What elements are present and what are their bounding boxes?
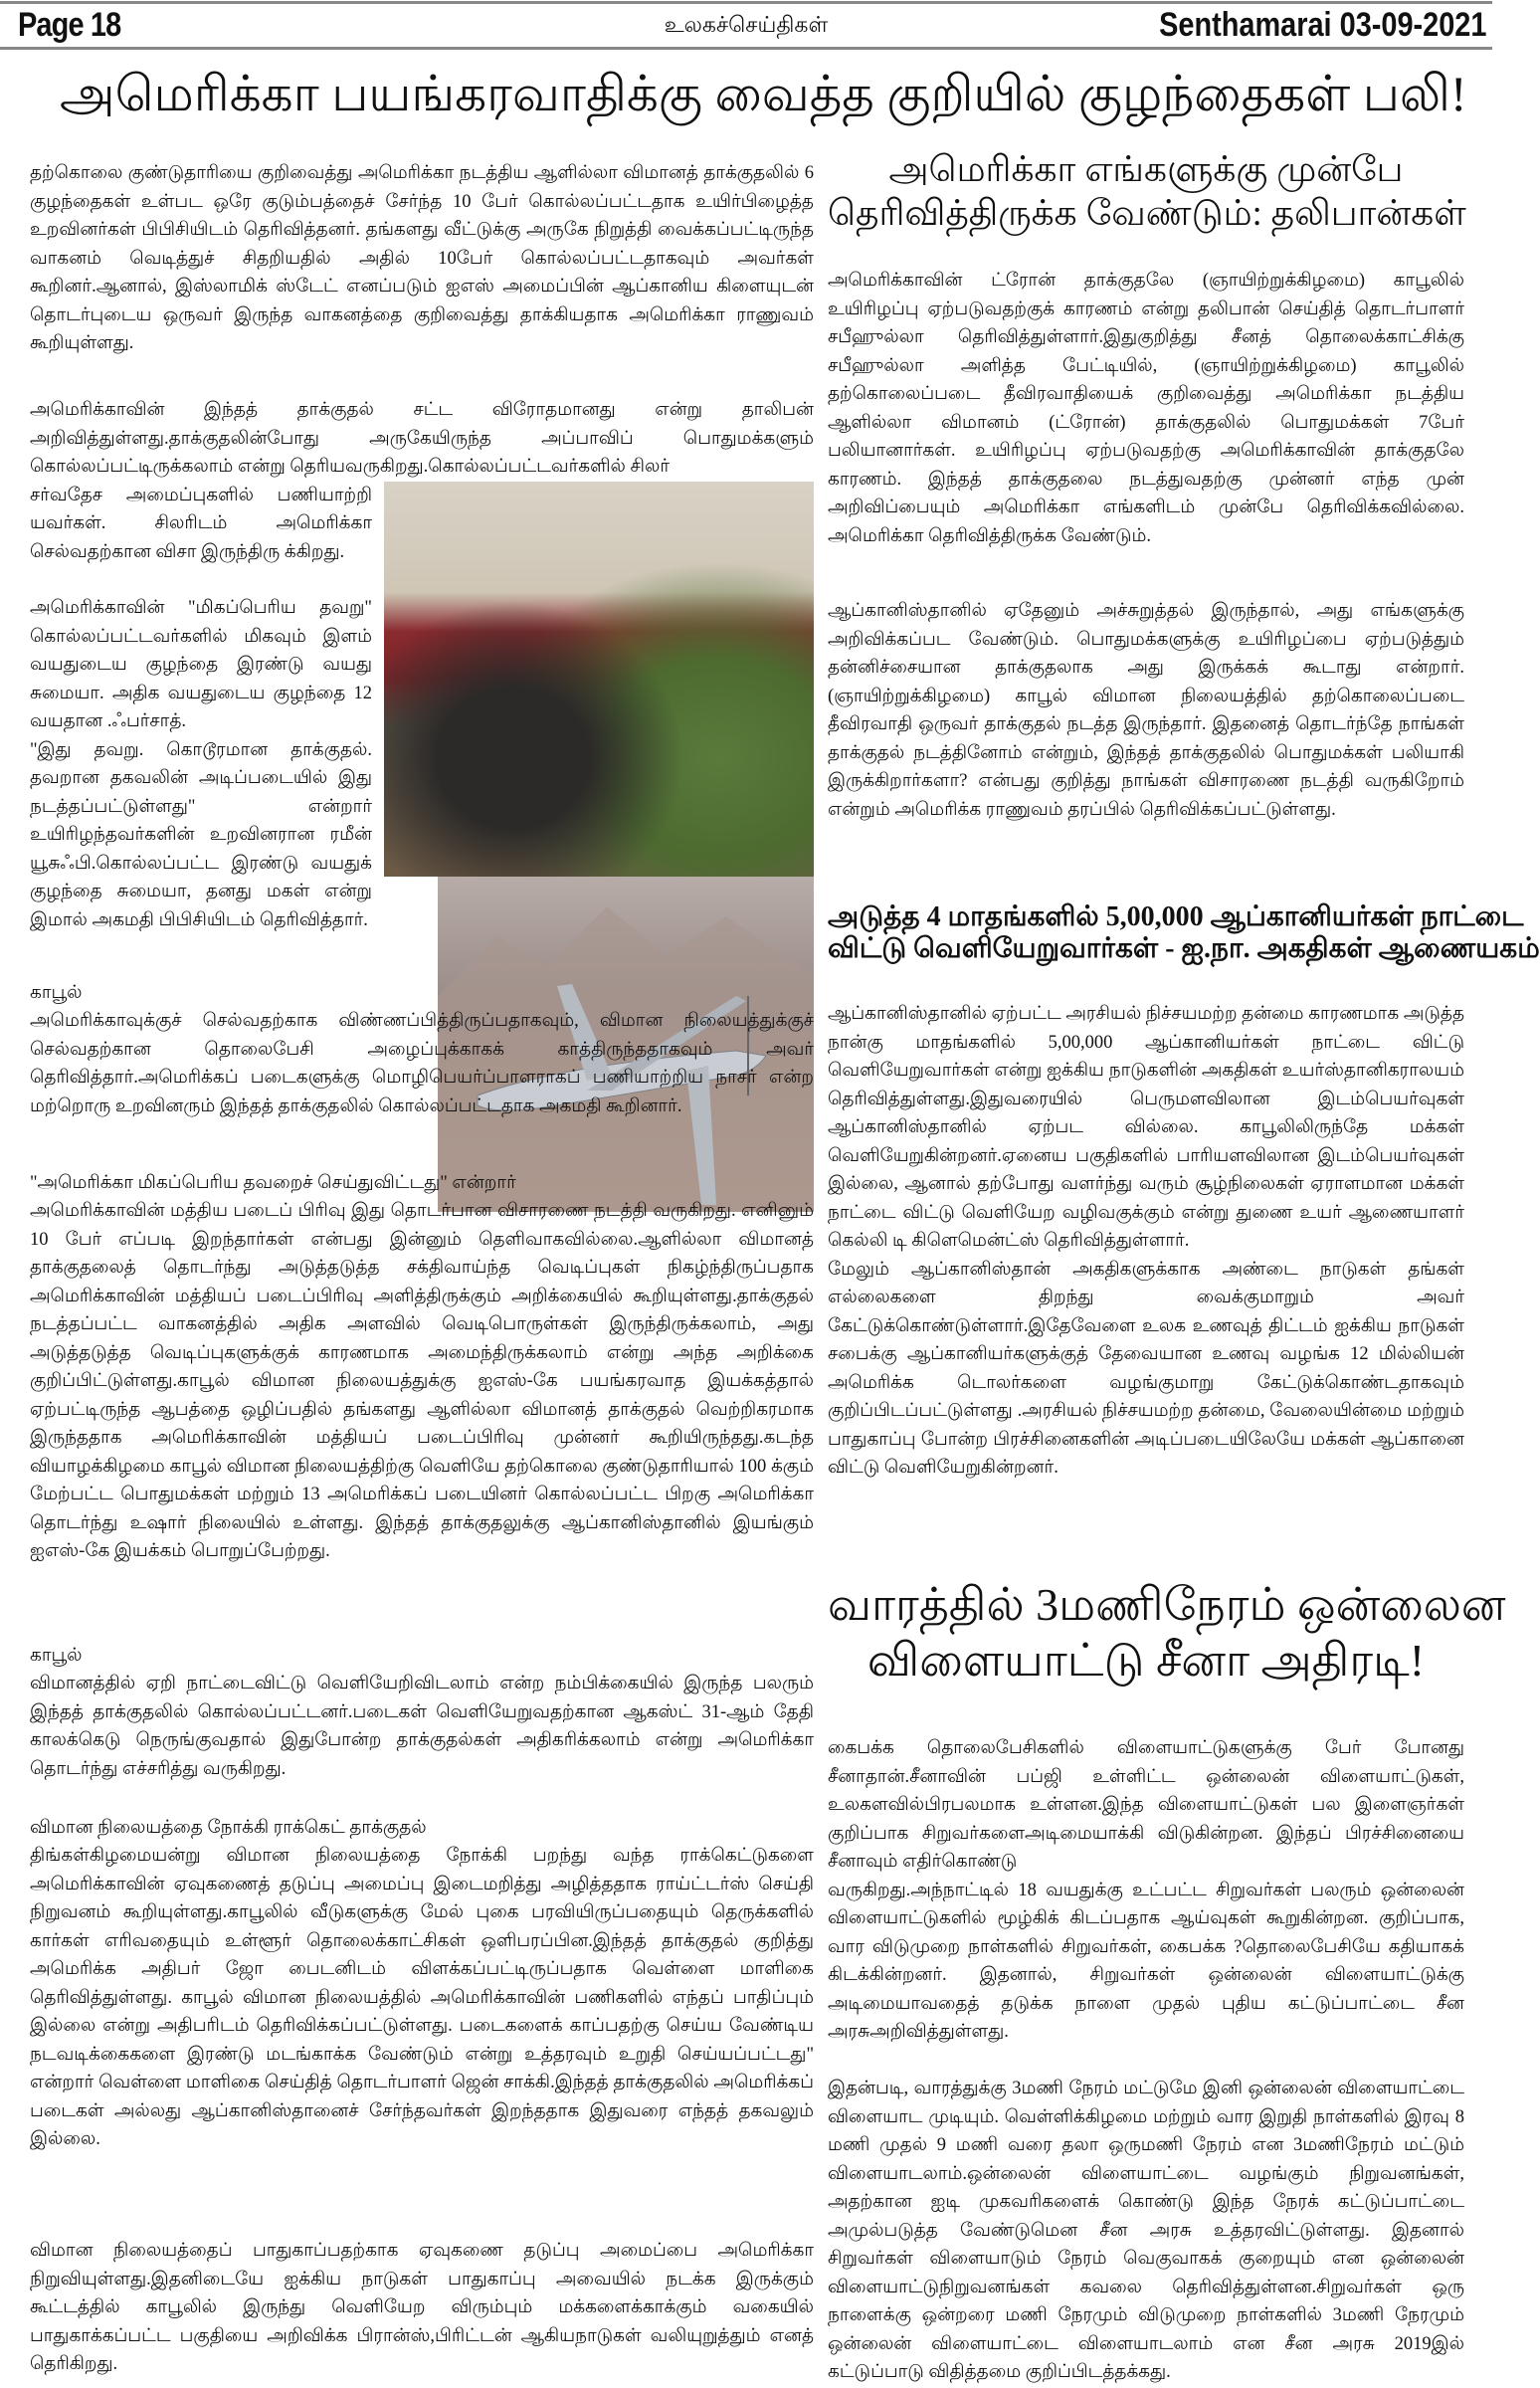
china-gaming-paragraph-1: கைபக்க தொலைபேசிகளில் விளையாட்டுகளுக்கு பேர் போனது சீனாதான்.சீனாவின் பப்ஜி உள்ளிட்ட ஒன்லைன் விளையாட்டுகள், உலகளவில்பிரபலமாக உள்ளன.இந்த விளையாட்டுகள் பல இளைஞர்கள் குறிப்பாக சிறுவர்களைஅடிமையாக்கி விடுகின்றன. இந்தப் பிரச்சினையை சீனாவும் எதிர்கொண்டு வருகிறது.அந்நாட்டில் 18 வயதுக்கு உட்பட்ட சிறுவர்கள் பலரும் ஒன்லைன் விளையாட்டுகளில் மூழ்கிக் கிடப்பதாக ஆய்வுகள் கூறுகின்றன. குறிப்பாக, வார விடுமுறை நாள்களில் சிறுவர்கள், கைபக்க ?தொலைபேசியே கதியாகக் கிடக்கின்றனர். இதனால், சிறுவர்கள் ஒன்லைன் விளையாட்டுக்கு அடிமையாவதைத் தடுக்க நாளை முதல் புதிய கட்டுப்பாட்டை சீன அரசுஅறிவித்துள்ளது. [828,1738,1464,2042]
header-top-rule [0,1,1492,4]
refugee-paragraph: ஆப்கானிஸ்தானில் ஏற்பட்ட அரசியல் நிச்சயமற்ற தன்மை காரணமாக அடுத்த நான்கு மாதங்களில் 5,00,000 ஆப்கானியர்கள் நாட்டை விட்டு வெளியேறுவார்கள் என்று ஐக்கிய நாடுகளின் அகதிகள் உயர்ஸ்தானிகராலயம் தெரிவித்துள்ளது.இதுவரையில் பெருமளவிலான இடம்பெயர்வுகள் ஆப்கானிஸ்தானில் ஏற்பட வில்லை. காபூலிலிருந்தே மக்கள் வெளியேறுகின்றனர்.ஏனைய பகுதிகளில் பாரியளவிலான இடம்பெயர்வுகள் இல்லை, ஆனால் தற்போது வளர்ந்து வரும் சூழ்நிலைகள் ஏராளமான மக்கள் நாட்டை விட்டு வெளியேற வழிவகுக்கும் என்று துணை உயர் ஆணையாளர் கெல்லி டி கிளெமென்ட்ஸ் தெரிவித்துள்ளார். மேலும் ஆப்கானிஸ்தான் அகதிகளுக்காக அண்டை நாடுகள் தங்கள் எல்லைகளை திறந்து வைக்குமாறும் அவர் கேட்டுக்கொண்டுள்ளார்.இதேவேளை உலக உணவுத் திட்டம் ஐக்கிய நாடுகள் சபைக்கு ஆப்கானியர்களுக்குத் தேவையான உணவு வழங்க 12 மில்லியன் அமெரிக்க டொலர்களை வழங்குமாறு கேட்டுக்கொண்டதாகவும் குறிப்பிடப்பட்டுள்ளது .அரசியல் நிச்சயமற்ற தன்மை, வேலையின்மை மற்றும் பாதுகாப்பு போன்ற பிரச்சினைகளின் அடிப்படையிலேயே மக்கள் ஆப்கானை விட்டு வெளியேறுகின்றனர். [828,1004,1464,1478]
taliban-paragraph-2: ஆப்கானிஸ்தானில் ஏதேனும் அச்சுறுத்தல் இருந்தால், அது எங்களுக்கு அறிவிக்கப்பட வேண்டும். பொதுமக்களுக்கு உயிரிழப்பை ஏற்படுத்தும் தன்னிச்சையான தாக்குதலாக அது இருக்கக் கூடாது என்றார். (ஞாயிற்றுக்கிழமை) காபூல் விமான நிலையத்தில் தற்கொலைப்படை தீவிரவாதி ஒருவர் தாக்குதல் நடத்த இருந்தார். இதனைத் தொடர்ந்தே நாங்கள் தாக்குதல் நடத்தினோம் என்றும், இந்தத் தாக்குதலில் பொதுமக்கள் பலியாகி இருக்கிறார்களா? என்பது குறித்து நாங்கள் விசாரணை நடத்தி வருகிறோம் என்றும் அமெரிக்க ராணுவம் தரப்பில் தெரிவிக்கப்பட்டுள்ளது. [828,601,1464,820]
left-paragraph-5: அமெரிக்காவின் மத்திய படைப் பிரிவு இது தொடர்பான விசாரணை நடத்தி வருகிறது. எனினும் 10 பேர் எப்படி இறந்தார்கள் என்பது இன்னும் தெளிவாகவில்லை.ஆளில்லா விமானத் தாக்குதலைத் தொடர்ந்து அடுத்தடுத்த சக்திவாய்ந்த வெடிப்புகள் நிகழ்ந்திருப்பதாக அமெரிக்காவின் மத்தியப் படைப்பிரிவு அளித்திருக்கும் அறிக்கையில் கூறியுள்ளது.தாக்குதல் நடத்தப்பட்ட வாகனத்தில் அதிக அளவில் வெடிபொருள்கள் இருந்திருக்கலாம், அது அடுத்தடுத்த வெடிப்புகளுக்குக் காரணமாக அமைந்திருக்கலாம் என்று அந்த அறிக்கை குறிப்பிட்டுள்ளது.காபூல் விமான நிலையத்துக்கு ஐஎஸ்-கே பயங்கரவாத இயக்கத்தால் ஏற்பட்டிருந்த ஆபத்தை ஒழிப்பதில் தங்களது ஆளில்லா விமானத் தாக்குதல் வெற்றிகரமாக இருந்ததாக அமெரிக்காவின் மத்தியப் படைப்பிரிவு முன்னர் கூறியிருந்தது.கடந்த வியாழக்கிழமை காபூல் விமான நிலையத்திற்கு வெளியே தற்கொலை குண்டுதாரியால் 100 க்கும் மேற்பட்ட பொதுமக்கள் மற்றும் 13 அமெரிக்கப் படையினர் கொல்லப்பட்ட பிறகு அமெரிக்கா தொடர்ந்து உஷார் நிலையில் உள்ளது. இந்தத் தாக்குதலுக்கு ஆப்கானிஸ்தானில் இயங்கும் ஐஎஸ்-கே இயக்கம் பொறுப்பேற்றது. [30,1201,814,1561]
paper-name-date: Senthamarai 03-09-2021 [1158,6,1486,44]
drone-strike-aftermath-photo [384,482,814,877]
header-bottom-rule [0,47,1492,50]
left-paragraph-2a: அமெரிக்காவின் இந்தத் தாக்குதல் சட்ட விரோதமானது என்று தாலிபன் அறிவித்துள்ளது.தாக்குதலின்போது அருகேயிருந்த அப்பாவிப் பொதுமக்களும் கொல்லப்பட்டிருக்கலாம் என்று தெரியவருகிறது.கொல்லப்பட்டவர்களில் சிலர் [30,400,814,477]
taliban-headline [828,147,1464,235]
taliban-headline-line-2: தெரிவித்திருக்க வேண்டும்: தலிபான்கள் [828,193,1466,233]
page-number: Page 18 [18,6,121,44]
left-paragraph-1: தற்கொலை குண்டுதாரியை குறிவைத்து அமெரிக்கா நடத்திய ஆளில்லா விமானத் தாக்குதலில் 6 குழந்தைகள் உள்பட ஒரே குடும்பத்தைச் சேர்ந்த 10 பேர் கொல்லப்பட்டதாக உயிர்பிழைத்த உறவினர்கள் பிபிசியிடம் தெரிவித்தனர். தங்களது வீட்டுக்கு அருகே நிறுத்தி வைக்கப்பட்டிருந்த வாகனம் வெடித்துச் சிதறியதில் அதில் 10பேர் கொல்லப்பட்டதாகவும் அவர்கள் கூறினர்.ஆனால், இஸ்லாமிக் ஸ்டேட் எனப்படும் ஐஎஸ் அமைப்பின் ஆப்கானிய கிளையுடன் தொடர்புடைய ஒருவர் இருந்த வாகனத்தை குறிவைத்து தாக்கியதாக அமெரிக்கா ராணுவம் கூறியுள்ளது. [30,163,814,353]
main-headline: அமெரிக்கா பயங்கரவாதிக்கு வைத்த குறியில் குழந்தைகள் பலி! [60,66,1467,121]
section-title: உலகச்செய்திகள் [664,12,829,37]
left-subheading-quote: "அமெரிக்கா மிகப்பெரிய தவறைச் செய்துவிட்டது" என்றார் [30,1173,516,1193]
left-paragraph-3: அமெரிக்காவின் "மிகப்பெரிய தவறு" கொல்லப்பட்டவர்களில் மிகவும் இளம் வயதுடைய குழந்தை இரண்டு வயது சுமையா. அதிக வயதுடைய குழந்தை 12 வயதான .ஃபர்சாத். "இது தவறு. கொடூரமான தாக்குதல். தவறான தகவலின் அடிப்படையில் இது நடத்தப்பட்டுள்ளது" என்றார் உயிரிழந்தவர்களின் உறவினரான ரமீன் யூசுஃபி.கொல்லப்பட்ட இரண்டு வயதுக் குழந்தை சுமையா, தனது மகள் என்று இமால் அகமதி பிபிசியிடம் தெரிவித்தார். [30,598,372,930]
taliban-headline-line-1: அமெரிக்கா எங்களுக்கு முன்பே [888,149,1404,189]
left-paragraph-8: விமான நிலையத்தைப் பாதுகாப்பதற்காக ஏவுகணை தடுப்பு அமைப்பை அமெரிக்கா நிறுவியுள்ளது.இதனிடையே ஐக்கிய நாடுகள் பாதுகாப்பு அவையில் நடக்க இருக்கும் கூட்டத்தில் காபூலில் இருந்து வெளியேற விரும்பும் மக்களைக்காக்கும் வகையில் பாதுகாக்கப்பட்ட பகுதியை அறிவிக்க பிரான்ஸ்,பிரிட்டன் ஆகியநாடுகள் வலியுறுத்தும் எனத் தெரிகிறது. [30,2241,814,2374]
left-subheading-rocket-attack: விமான நிலையத்தை நோக்கி ராக்கெட் தாக்குதல் [30,1818,427,1838]
left-subheading-kabul-2: காபூல் [30,1646,83,1666]
china-gaming-headline [828,1577,1506,1689]
left-article-wrap [30,396,814,973]
left-paragraph-7: திங்கள்கிழமையன்று விமான நிலையத்தை நோக்கி பறந்து வந்த ராக்கெட்டுகளை அமெரிக்காவின் ஏவுகணைத் தடுப்பு அமைப்பு இடைமறித்து அழித்ததாக ராய்ட்டர்ஸ் செய்தி நிறுவனம் கூறியுள்ளது.காபூலில் வீடுகளுக்கு மேல் புகை பரவியிருப்பதையும் தெருக்களில் கார்கள் எரிவதையும் உள்ளூர் தொலைக்காட்சிகள் ஒளிபரப்பின.இந்தத் தாக்குதல் குறித்து அமெரிக்க அதிபர் ஜோ பைடனிடம் விளக்கப்பட்டிருப்பதாக வெள்ளை மாளிகை தெரிவித்துள்ளது. காபூல் விமான நிலையத்தில் அமெரிக்காவின் பணிகளில் எந்தப் பாதிப்பும் இல்லை என்று அதிபரிடம் தெரிவிக்கப்பட்டுள்ளது. படைகளைக் காப்பதற்கு செய்ய வேண்டிய நடவடிக்கைகளை இரண்டு மடங்காக்க வேண்டும் என்று உத்தரவும் உறுதி செய்யப்பட்டது" என்றார் வெள்ளை மாளிகை செய்தித் தொடர்பாளர் ஜென் சாக்கி.இந்தத் தாக்குதலில் அமெரிக்கப் படைகள் அல்லது ஆப்கானிஸ்தானைச் சேர்ந்தவர்கள் இறந்ததாக இதுவரை எந்தத் தகவலும் இல்லை. [30,1846,814,2149]
china-gaming-headline-line-1: வாரத்தில் 3மணிநேரம் ஒன்லைன [828,1579,1506,1630]
taliban-paragraph-1: அமெரிக்காவின் ட்ரோன் தாக்குதலே (ஞாயிற்றுக்கிழமை) காபூலில் உயிரிழப்பு ஏற்படுவதற்குக் காரணம் என்று தலிபான் செய்தித் தொடர்பாளர் சபீஹுல்லா தெரிவித்துள்ளார்.இதுகுறித்து சீனத் தொலைக்காட்சிக்கு சபீஹுல்லா அளித்த பேட்டியில், (ஞாயிற்றுக்கிழமை) காபூலில் தற்கொலைப்படை தீவிரவாதியைக் குறிவைத்து அமெரிக்கா நடத்திய ஆளில்லா விமானம் (ட்ரோன்) தாக்குதலில் பொதுமக்கள் 7பேர் பலியானார்கள். உயிரிழப்பு ஏற்படுவதற்கு அமெரிக்காவின் தாக்குதலே காரணம். இந்தத் தாக்குதலை நடத்துவதற்கு முன்னர் எந்த முன் அறிவிப்பையும் அமெரிக்கா எங்களிடம் முன்பே தெரிவிக்கவில்லை. அமெரிக்கா தெரிவித்திருக்க வேண்டும். [828,271,1464,546]
left-paragraph-4: அமெரிக்காவுக்குச் செல்வதற்காக விண்ணப்பித்திருப்பதாகவும், விமான நிலையத்துக்குச் செல்வதற்கான தொலைபேசி அழைப்புக்காகக் காத்திருந்ததாகவும் அவர் தெரிவித்தார்.அமெரிக்கப் படைகளுக்கு மொழிபெயர்ப்பாளராகப் பணியாற்றிய நாசர் என்ற மற்றொரு உறவினரும் இந்தத் தாக்குதலில் கொல்லப்பட்டதாக அகமதி கூறினார். [30,1011,814,1116]
left-subheading-kabul-1: காபூல் [30,983,83,1003]
left-paragraph-2b: சர்வதேச அமைப்புகளில் பணியாற்றி யவர்கள். சிலரிடம் அமெரிக்கா செல்வதற்கான விசா இருந்திரு க்கிறது. [30,485,372,562]
left-paragraph-6: விமானத்தில் ஏறி நாட்டைவிட்டு வெளியேறிவிடலாம் என்ற நம்பிக்கையில் இருந்த பலரும் இந்தத் தாக்குதலில் கொல்லப்பட்டனர்.படைகள் வெளியேறுவதற்கான ஆகஸ்ட் 31-ஆம் தேதி காலக்கெடு நெருங்குவதால் இதுபோன்ற தாக்குதல்கள் அதிகரிக்கலாம் என்று அமெரிக்கா தொடர்ந்து எச்சரித்து வருகிறது. [30,1674,814,1779]
china-gaming-paragraph-2: இதன்படி, வாரத்துக்கு 3மணி நேரம் மட்டுமே இனி ஒன்லைன் விளையாட்டை விளையாட முடியும். வெள்ளிக்கிழமை மற்றும் வார இறுதி நாள்களில் இரவு 8 மணி முதல் 9 மணி வரை தலா ஒருமணி நேரம் என 3மணிநேரம் மட்டும் விளையாடலாம்.ஒன்லைன் விளையாட்டை வழங்கும் நிறுவனங்கள், அதற்கான ஐடி முகவரிகளைக் கொண்டு இந்த நேரக் கட்டுப்பாட்டை அமுல்படுத்த வேண்டுமென சீன அரசு உத்தரவிட்டுள்ளது. இதனால் சிறுவர்கள் விளையாடும் நேரம் வெகுவாகக் குறையும் என ஒன்லைன் விளையாட்டுநிறுவனங்கள் கவலை தெரிவித்துள்ளன.சிறுவர்கள் ஒரு நாளைக்கு ஒன்றரை மணி நேரமும் விடுமுறை நாள்களில் 3மணி நேரமும் ஒன்லைன் விளையாட்டை விளையாடலாம் என சீன அரசு 2019இல் கட்டுப்பாடு விதித்தமை குறிப்பிடத்தக்கது. [828,2079,1464,2382]
refugee-headline-line-2: விட்டு வெளியேறுவார்கள் - ஐ.நா. அகதிகள் ஆணையகம் [828,933,1540,964]
refugee-headline [828,901,1540,965]
refugee-headline-line-1: அடுத்த 4 மாதங்களில் 5,00,000 ஆப்கானியர்கள் நாட்டை [828,901,1524,932]
china-gaming-headline-line-2: விளையாட்டு சீனா அதிரடி! [866,1635,1426,1686]
